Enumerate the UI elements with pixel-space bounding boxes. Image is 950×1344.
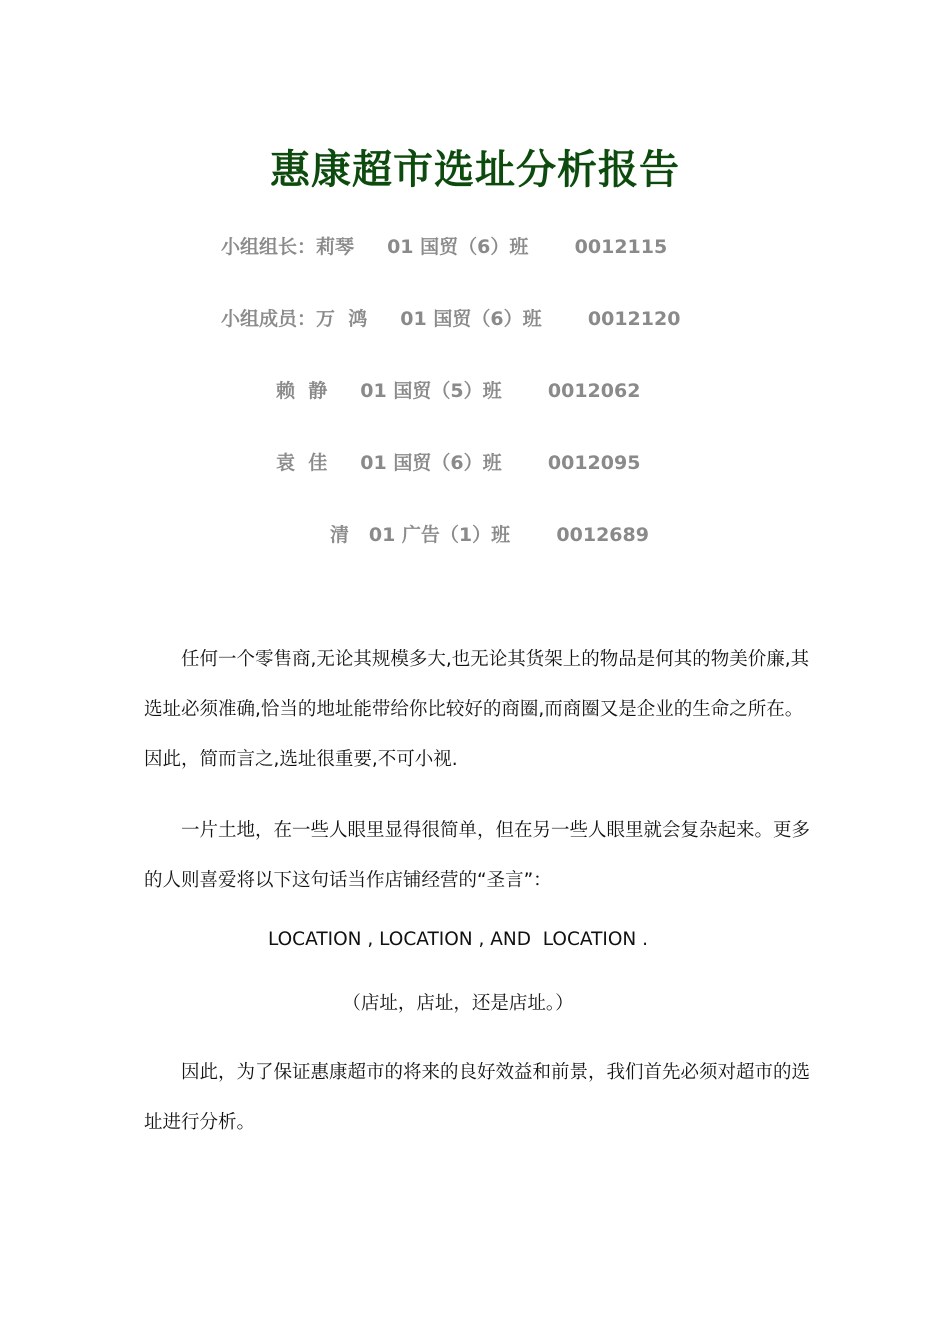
member-line: 袁 佳 01 国贸（6）班 0012095 bbox=[276, 452, 641, 474]
member-line: 小组成员：万 鸿 01 国贸（6）班 0012120 bbox=[221, 308, 681, 330]
slogan-translation: （店址，店址，还是店址。） bbox=[342, 993, 574, 1014]
intro-paragraph: 任何一个零售商,无论其规模多大,也无论其货架上的物品是何其的物美价廉,其选址必须准确,恰当的地址能带给你比较好的商圈,而商圈又是企业的生命之所在。因此，简而言之,选址很重要,不可小视. bbox=[144, 649, 810, 770]
conclusion-paragraph: 因此，为了保证惠康超市的将来的良好效益和前景，我们首先必须对超市的选址进行分析。 bbox=[144, 1062, 811, 1133]
member-leader: 小组组长：莉琴 01 国贸（6）班 0012115 bbox=[221, 236, 668, 258]
slogan: LOCATION , LOCATION , AND LOCATION . bbox=[267, 929, 649, 950]
document-title: 惠康超市选址分析报告 bbox=[270, 147, 680, 193]
member-line: 清 01 广告（1）班 0012689 bbox=[330, 524, 649, 546]
body-paragraph: 一片土地，在一些人眼里显得很简单，但在另一些人眼里就会复杂起来。更多的人则喜爱将以下这句话当作店铺经营的“圣言”： bbox=[144, 820, 811, 891]
member-line: 赖 静 01 国贸（5）班 0012062 bbox=[276, 380, 641, 402]
